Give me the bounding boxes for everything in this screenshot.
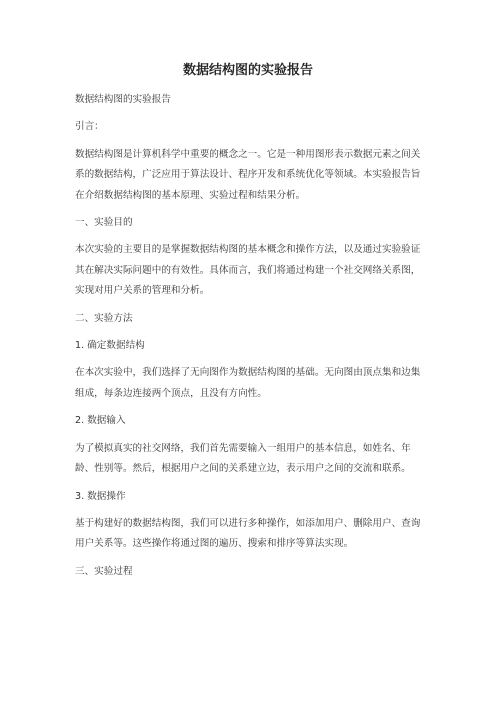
document-body	[75, 90, 425, 589]
section-heading-process: 三、实验过程	[75, 565, 133, 577]
purpose-paragraph: 本次实验的主要目的是掌握数据结构图的基本概念和操作方法，以及通过实验验证其在解决实际问题中的有效性。具体而言，我们将通过构建一个社交网络关系图，实现对用户关系的管理和分析。	[75, 244, 421, 297]
section-heading-method: 二、实验方法	[75, 312, 133, 324]
data-structure-paragraph: 在本次实验中，我们选择了无向图作为数据结构图的基础。无向图由顶点集和边集组成，每条边连接两个顶点，且没有方向性。	[75, 367, 421, 399]
data-input-paragraph: 为了模拟真实的社交网络，我们首先需要输入一组用户的基本信息，如姓名、年龄、性别等。然后，根据用户之间的关系建立边，表示用户之间的交流和联系。	[75, 442, 411, 475]
subtitle-paragraph: 数据结构图的实验报告	[75, 94, 171, 105]
subheading-data-structure: 1. 确定数据结构	[75, 340, 145, 352]
section-heading-purpose: 一、实验目的	[75, 217, 133, 229]
intro-paragraph: 数据结构图是计算机科学中重要的概念之一。它是一种用图形表示数据元素之间关系的数据结构，广泛应用于算法设计、程序开发和系统优化等领域。本实验报告旨在介绍数据结构图的基本原理、实验过程和结果分析。	[75, 148, 421, 201]
document-title: 数据结构图的实验报告	[182, 63, 313, 78]
subheading-data-operation: 3. 数据操作	[75, 490, 126, 502]
subheading-data-input: 2. 数据输入	[75, 415, 126, 427]
intro-heading: 引言：	[75, 121, 104, 133]
data-operation-paragraph: 基于构建好的数据结构图，我们可以进行多种操作，如添加用户、删除用户、查询用户关系等。这些操作将通过图的遍历、搜索和排序等算法实现。	[75, 517, 421, 550]
